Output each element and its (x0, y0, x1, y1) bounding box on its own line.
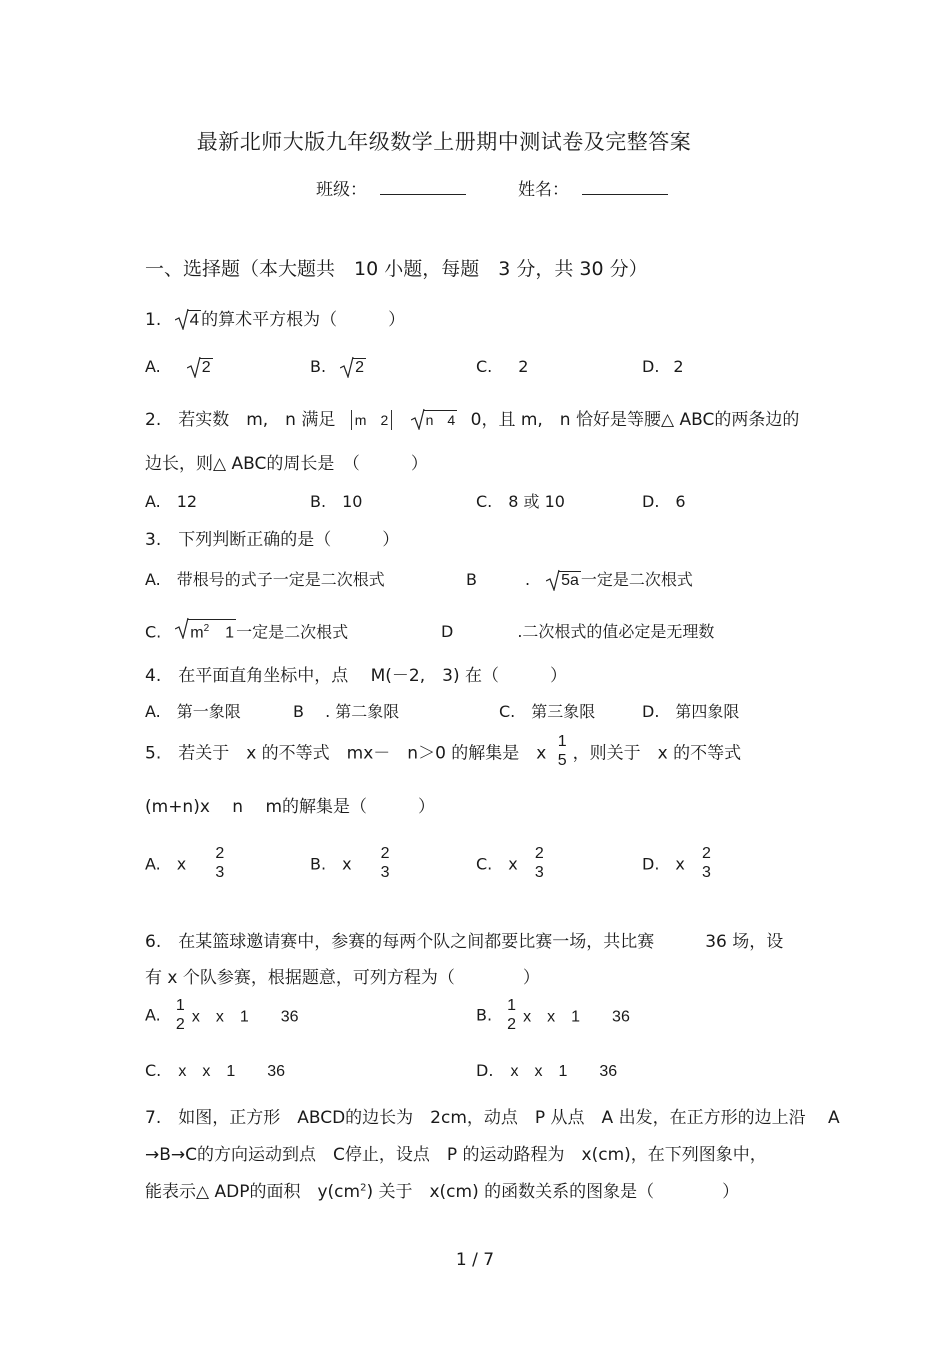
section-heading: 一、选择题（本大题共 10 小题，每题 3 分，共 30 分） (145, 258, 648, 280)
q2-option-c: C. 8 或 10 (476, 492, 565, 511)
radical-sign-icon (175, 617, 189, 639)
q1-option-a: A. 2 (145, 357, 211, 376)
q3-b-sqrt: 5a (546, 571, 581, 590)
question-5: 5. 若关于 x 的不等式 mx－ n＞0 的解集是 x 1 5 ，则关于 x 的不等式 (145, 733, 742, 769)
question-6: 6. 在某篮球邀请赛中，参赛的每两个队之间都要比赛一场，共比赛 36 场，设 (145, 932, 784, 952)
q5-option-d: D. x 2 3 (642, 845, 711, 881)
radical-sign-icon (546, 569, 560, 591)
q6-option-c: C. x x 1 36 (145, 1061, 286, 1080)
q1-sqrt (175, 310, 201, 330)
question-4: 4. 在平面直角坐标中，点 M(－2, 3) 在（ ） (145, 666, 567, 686)
abs-bar-right (391, 410, 392, 430)
q2-stem-line2: 边长，则△ ABC的周长是 （ ） (145, 454, 428, 474)
abs-bar-left (351, 410, 352, 430)
q6-option-a: A. 1 2 x x 1 36 (145, 997, 299, 1033)
q2-stem-end: 0，且 m, n 恰好是等腰△ ABC的两条边的 (470, 410, 800, 430)
q1-number: 1. (145, 310, 162, 330)
q3-option-d: D .二次根式的值必定是无理数 (441, 622, 715, 641)
document-title: 最新北师大版九年级数学上册期中测试卷及完整答案 (196, 130, 692, 154)
q2-stem-start: 2. 若实数 m, n 满足 (145, 410, 336, 430)
q2-option-a: A. 12 (145, 492, 198, 511)
question-1 (145, 305, 405, 330)
radical-sign-icon (175, 308, 189, 330)
q6-option-b: B. 1 2 x x 1 36 (476, 997, 630, 1033)
q1-option-d: D. 2 (642, 357, 684, 376)
q6-option-d: D. x x 1 36 (476, 1061, 618, 1080)
q5-fraction: 1 5 (557, 733, 567, 769)
q3-option-b: B . 5a 一定是二次根式 (466, 570, 693, 589)
question-7: 7. 如图，正方形 ABCD的边长为 2cm，动点 P 从点 A 出发，在正方形的边上沿 A (145, 1108, 840, 1128)
class-label: 班级： (316, 180, 367, 200)
name-label: 姓名： (518, 180, 569, 200)
q5-option-c: C. x 2 3 (476, 845, 544, 881)
q1-radicand: 4 (189, 310, 200, 329)
q3-option-a: A. 带根号的式子一定是二次根式 (145, 570, 385, 589)
q1-stem: 的算术平方根为（ ） (201, 310, 406, 330)
q7-stem-line2: →B→C的方向运动到点 C停止，设点 P 的运动路程为 x(cm)，在下列图象中， (145, 1145, 767, 1165)
class-field (316, 174, 466, 200)
q1-option-c: C. 2 (476, 357, 529, 376)
q5-stem-line2: (m+n)x n m的解集是（ ） (145, 797, 436, 817)
q3-c-sqrt: $m^2$ 1 (175, 619, 236, 642)
radical-sign-icon (340, 356, 354, 378)
class-blank (380, 174, 466, 195)
page-number: 1 / 7 (455, 1250, 495, 1270)
q1-b-sqrt: 2 (340, 358, 366, 377)
q5-option-a: A. x 2 3 (145, 845, 225, 881)
q4-option-a: A. 第一象限 (145, 702, 241, 721)
q4-option-d: D. 第四象限 (642, 702, 740, 721)
q1-a-sqrt: 2 (187, 358, 213, 377)
q2-sqrt: n 4 (411, 410, 458, 429)
q1-option-b: B. 2 (310, 357, 364, 376)
q4-option-c: C. 第三象限 (499, 702, 596, 721)
q2-option-d: D. 6 (642, 492, 686, 511)
q3-option-c: C. $m^2$ 1 一定是二次根式 (145, 619, 348, 642)
question-3: 3. 下列判断正确的是（ ） (145, 530, 400, 550)
q2-abs-expr: m 2 (354, 412, 389, 428)
name-field (518, 174, 668, 200)
question-2 (145, 405, 799, 430)
radical-sign-icon (411, 408, 425, 430)
q5-option-b: B. x 2 3 (310, 845, 390, 881)
q4-option-b: B . 第二象限 (293, 702, 400, 721)
name-blank (582, 174, 668, 195)
q7-stem-line3: 能表示△ ADP的面积 $y(cm^2)$ 关于 x(cm) 的函数关系的图象是（ ） (145, 1182, 740, 1202)
radical-sign-icon (187, 356, 201, 378)
q2-option-b: B. 10 (310, 492, 363, 511)
q6-stem-line2: 有 x 个队参赛，根据题意，可列方程为（ ） (145, 968, 540, 988)
